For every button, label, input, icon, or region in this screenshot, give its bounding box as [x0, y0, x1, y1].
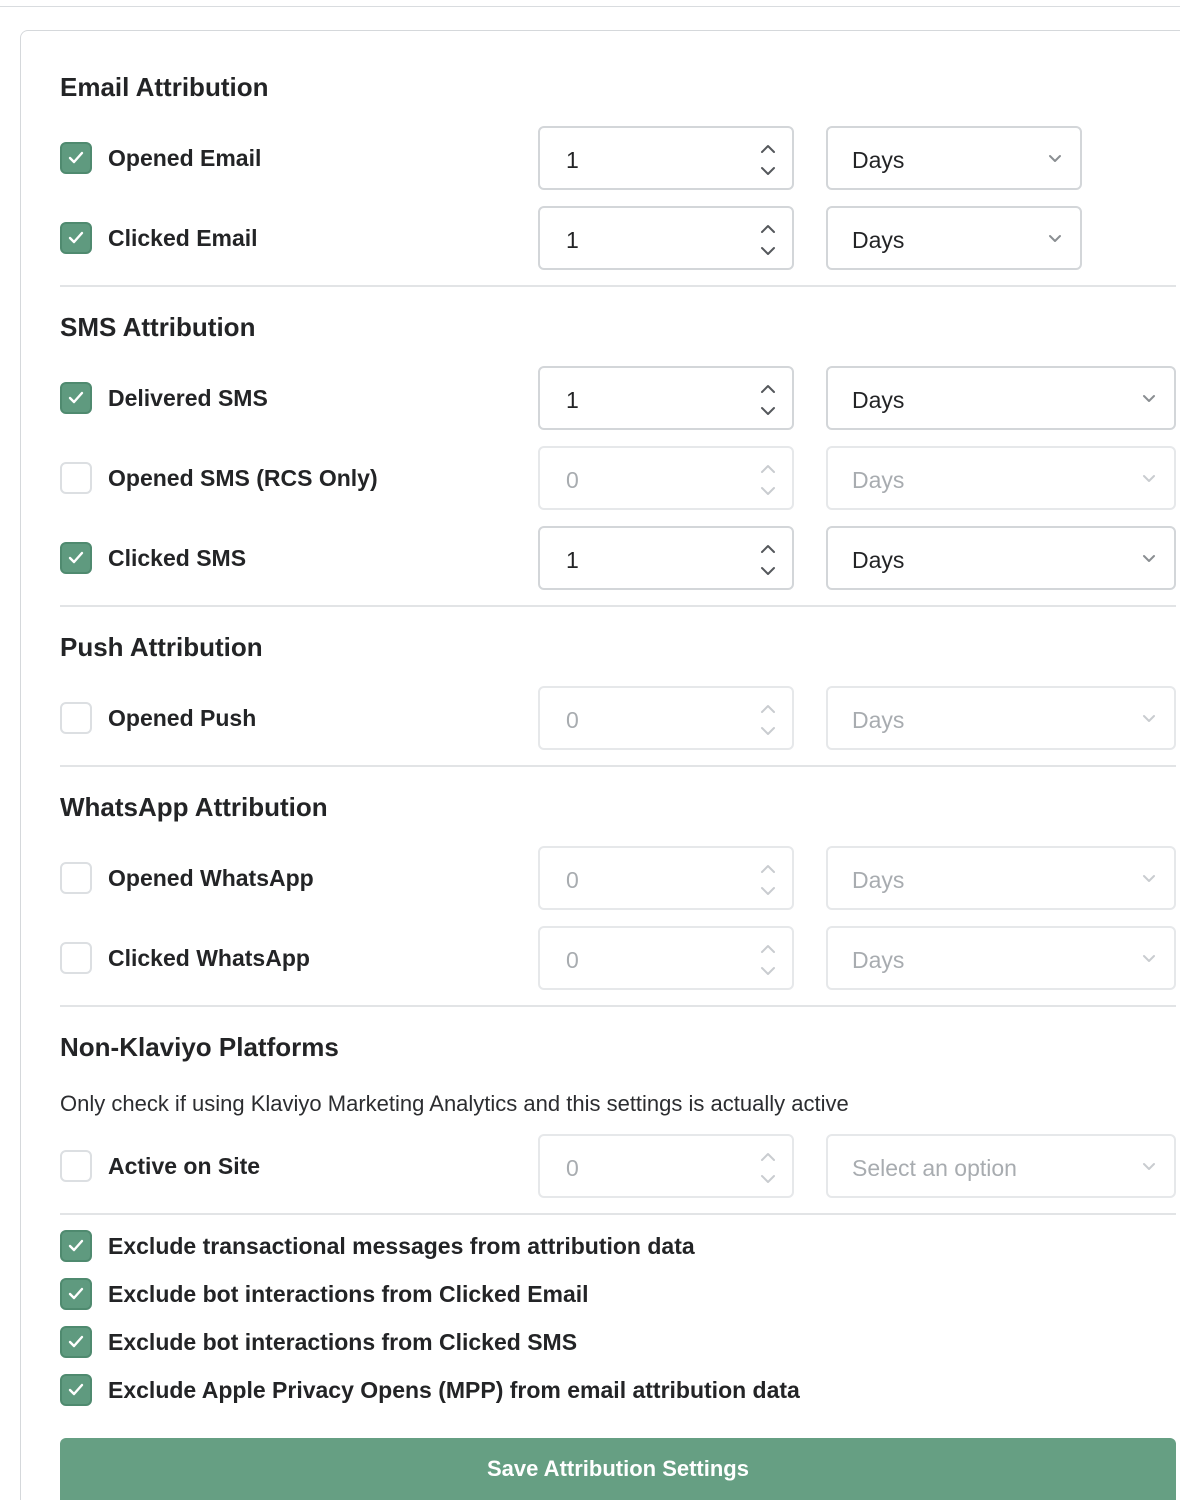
clicked-whatsapp-label: Clicked WhatsApp: [108, 945, 310, 971]
section-divider: [60, 285, 1176, 287]
chevron-down-icon: [1142, 394, 1156, 404]
chevron-down-icon: [1142, 954, 1156, 964]
opened-sms-unit-select[interactable]: [826, 446, 1176, 510]
section-title-whatsapp: WhatsApp Attribution: [60, 792, 328, 822]
opened-sms-window-input[interactable]: [538, 446, 794, 510]
clicked-email-label: Clicked Email: [108, 225, 258, 251]
section-divider: [60, 765, 1176, 767]
clicked-email-unit-select[interactable]: [826, 206, 1082, 270]
opened-email-checkbox[interactable]: [60, 142, 92, 174]
exclude-bot-email-checkbox[interactable]: [60, 1278, 92, 1310]
opened-whatsapp-label: Opened WhatsApp: [108, 865, 314, 891]
stepper-icon[interactable]: [758, 540, 778, 580]
checkmark-icon: [68, 151, 84, 165]
save-attribution-settings-button[interactable]: Save Attribution Settings: [60, 1438, 1176, 1500]
exclusion-row-bot-email: [60, 1278, 1060, 1314]
exclude-apple-mpp-checkbox[interactable]: [60, 1374, 92, 1406]
opened-push-label: Opened Push: [108, 705, 257, 731]
active-on-site-window-input[interactable]: [538, 1134, 794, 1198]
section-title-sms: SMS Attribution: [60, 312, 256, 342]
exclude-transactional-checkbox[interactable]: [60, 1230, 92, 1262]
opened-email-unit-select[interactable]: [826, 126, 1082, 190]
active-on-site-unit-select[interactable]: [826, 1134, 1176, 1198]
exclude-bot-email-label: Exclude bot interactions from Clicked Email: [108, 1281, 589, 1307]
opened-whatsapp-checkbox[interactable]: [60, 862, 92, 894]
clicked-email-checkbox[interactable]: [60, 222, 92, 254]
clicked-sms-window-value: 1: [566, 547, 579, 573]
section-divider: [60, 605, 1176, 607]
clicked-whatsapp-unit-value: Days: [852, 947, 905, 973]
clicked-sms-window-input[interactable]: [538, 526, 794, 590]
stepper-icon[interactable]: [758, 700, 778, 740]
row-opened-email: [60, 126, 1176, 190]
active-on-site-window-value: 0: [566, 1155, 579, 1181]
stepper-icon[interactable]: [758, 1148, 778, 1188]
stepper-icon[interactable]: [758, 860, 778, 900]
row-clicked-whatsapp: [60, 926, 1176, 990]
opened-push-window-input[interactable]: [538, 686, 794, 750]
clicked-whatsapp-window-value: 0: [566, 947, 579, 973]
clicked-whatsapp-unit-select[interactable]: [826, 926, 1176, 990]
clicked-sms-label: Clicked SMS: [108, 545, 247, 571]
section-divider: [60, 1005, 1176, 1007]
checkmark-icon: [68, 231, 84, 245]
row-clicked-email: [60, 206, 1176, 270]
checkmark-icon: [68, 1383, 84, 1397]
exclude-apple-mpp-label: Exclude Apple Privacy Opens (MPP) from email attribution data: [108, 1377, 800, 1403]
opened-whatsapp-window-input[interactable]: [538, 846, 794, 910]
checkmark-icon: [68, 391, 84, 405]
opened-email-unit-value: Days: [852, 147, 905, 173]
row-delivered-sms: [60, 366, 1176, 430]
stepper-icon[interactable]: [758, 140, 778, 180]
opened-push-unit-value: Days: [852, 707, 905, 733]
stepper-icon[interactable]: [758, 380, 778, 420]
opened-sms-label: Opened SMS (RCS Only): [108, 465, 378, 491]
chevron-down-icon: [1142, 714, 1156, 724]
checkmark-icon: [68, 1335, 84, 1349]
delivered-sms-label: Delivered SMS: [108, 385, 268, 411]
delivered-sms-checkbox[interactable]: [60, 382, 92, 414]
opened-push-window-value: 0: [566, 707, 579, 733]
clicked-sms-checkbox[interactable]: [60, 542, 92, 574]
exclusion-row-apple-mpp: [60, 1374, 1060, 1410]
row-opened-push: [60, 686, 1176, 750]
clicked-email-window-input[interactable]: [538, 206, 794, 270]
clicked-sms-unit-value: Days: [852, 547, 905, 573]
exclude-bot-sms-checkbox[interactable]: [60, 1326, 92, 1358]
opened-email-window-input[interactable]: [538, 126, 794, 190]
checkmark-icon: [68, 1239, 84, 1253]
delivered-sms-window-value: 1: [566, 387, 579, 413]
chevron-down-icon: [1142, 554, 1156, 564]
clicked-whatsapp-window-input[interactable]: [538, 926, 794, 990]
stepper-icon[interactable]: [758, 460, 778, 500]
top-divider: [0, 6, 1180, 7]
clicked-whatsapp-checkbox[interactable]: [60, 942, 92, 974]
opened-whatsapp-window-value: 0: [566, 867, 579, 893]
row-opened-whatsapp: [60, 846, 1176, 910]
section-title-non-klaviyo: Non-Klaviyo Platforms: [60, 1032, 339, 1062]
chevron-down-icon: [1142, 874, 1156, 884]
exclusion-row-bot-sms: [60, 1326, 1060, 1362]
stepper-icon[interactable]: [758, 220, 778, 260]
chevron-down-icon: [1142, 1162, 1156, 1172]
non-klaviyo-note: Only check if using Klaviyo Marketing Analytics and this settings is actually active: [60, 1091, 849, 1116]
active-on-site-checkbox[interactable]: [60, 1150, 92, 1182]
section-title-push: Push Attribution: [60, 632, 263, 662]
chevron-down-icon: [1048, 154, 1062, 164]
opened-sms-unit-value: Days: [852, 467, 905, 493]
row-active-on-site: [60, 1134, 1176, 1198]
clicked-sms-unit-select[interactable]: [826, 526, 1176, 590]
opened-whatsapp-unit-select[interactable]: [826, 846, 1176, 910]
clicked-email-window-value: 1: [566, 227, 579, 253]
opened-email-label: Opened Email: [108, 145, 262, 171]
exclude-transactional-label: Exclude transactional messages from attribution data: [108, 1233, 695, 1259]
checkmark-icon: [68, 551, 84, 565]
opened-push-unit-select[interactable]: [826, 686, 1176, 750]
opened-push-checkbox[interactable]: [60, 702, 92, 734]
row-clicked-sms: [60, 526, 1176, 590]
delivered-sms-unit-value: Days: [852, 387, 905, 413]
active-on-site-unit-placeholder: Select an option: [852, 1155, 1017, 1181]
row-opened-sms: [60, 446, 1176, 510]
section-title-email: Email Attribution: [60, 72, 269, 102]
exclusion-row-transactional: [60, 1230, 1060, 1266]
exclude-bot-sms-label: Exclude bot interactions from Clicked SMS: [108, 1329, 578, 1355]
stepper-icon[interactable]: [758, 940, 778, 980]
checkmark-icon: [68, 1287, 84, 1301]
chevron-down-icon: [1048, 234, 1062, 244]
section-divider: [60, 1213, 1176, 1215]
active-on-site-label: Active on Site: [108, 1153, 261, 1179]
delivered-sms-unit-select[interactable]: [826, 366, 1176, 430]
chevron-down-icon: [1142, 474, 1156, 484]
opened-email-window-value: 1: [566, 147, 579, 173]
delivered-sms-window-input[interactable]: [538, 366, 794, 430]
clicked-email-unit-value: Days: [852, 227, 905, 253]
opened-sms-window-value: 0: [566, 467, 579, 493]
opened-sms-checkbox[interactable]: [60, 462, 92, 494]
opened-whatsapp-unit-value: Days: [852, 867, 905, 893]
